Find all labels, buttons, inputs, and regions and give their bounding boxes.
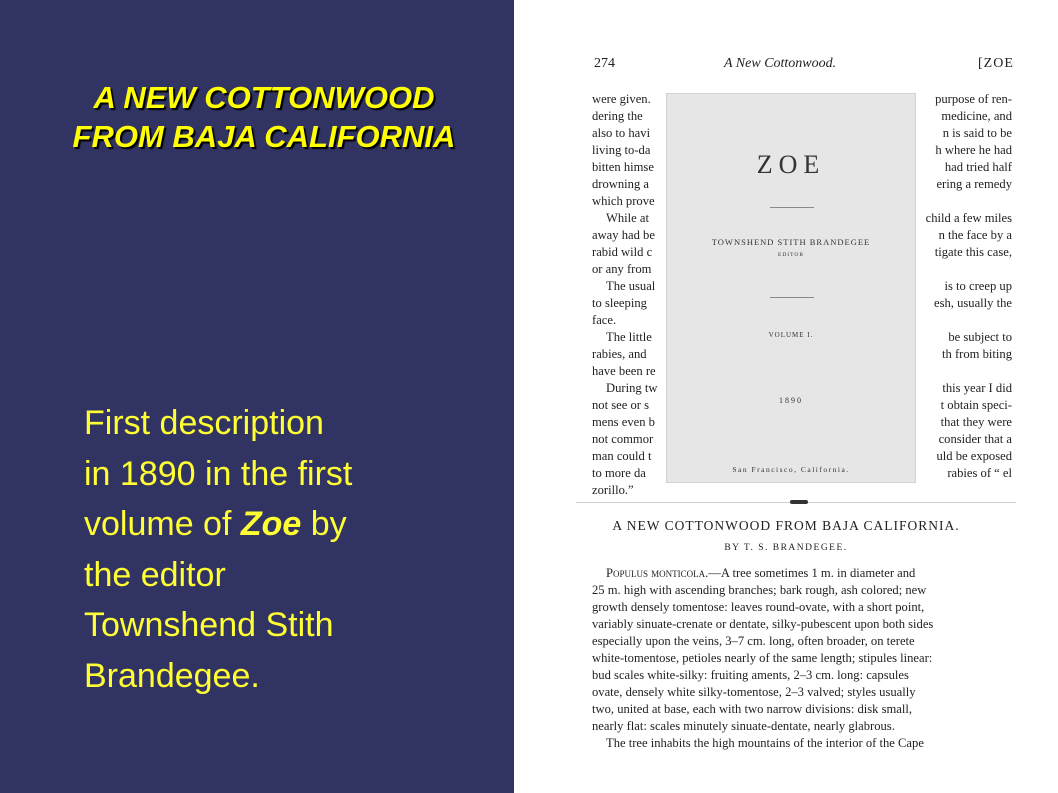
article-line: white-tomentose, petioles nearly of the same length; stipules linear: <box>592 651 933 665</box>
page-number: 274 <box>594 56 615 71</box>
cover-title: ZOE <box>756 150 826 179</box>
slide-panel <box>0 0 514 793</box>
article-line: bud scales white-silky: fruiting aments, 2–3 cm. long: capsules <box>592 668 909 682</box>
text-line-left: which prove <box>592 194 655 208</box>
text-line-left: have been re <box>592 364 656 378</box>
article-line: ovate, densely white silky-tomentose, 2–3 valved; styles usually <box>592 685 916 699</box>
slide-title-line-1: A NEW COTTONWOOD <box>93 80 435 115</box>
text-line <box>592 482 1012 499</box>
species-description: .—A tree sometimes 1 m. in diameter and <box>705 566 916 580</box>
text-line-left: mens even b <box>592 415 655 429</box>
text-line-right: ering a remedy <box>936 177 1012 191</box>
article-line <box>592 565 1012 582</box>
text-line-right: that they were <box>940 415 1012 429</box>
article-line: The tree inhabits the high mountains of the interior of the Cape <box>606 736 924 750</box>
cover-place: San Francisco, California. <box>732 465 850 474</box>
slide-body-line-2: in 1890 in the first <box>84 454 353 493</box>
cover-editor-label: EDITOR <box>777 252 805 258</box>
cover-editor: TOWNSHEND STITH BRANDEGEE <box>711 237 871 247</box>
text-line-left: The usual <box>606 279 656 293</box>
slide-body-line-1: First description <box>84 404 324 442</box>
slide-body-line-3 <box>84 499 504 550</box>
article-body <box>592 565 1012 752</box>
page-header <box>514 56 1058 76</box>
text-line-right: uld be exposed <box>936 449 1012 463</box>
text-line-left: to more da <box>592 466 646 480</box>
article-line: growth densely tomentose: leaves round-ovate, with a short point, <box>592 600 925 614</box>
slide-body-line-6: Brandegee. <box>84 656 260 695</box>
section-mark: [ZOE <box>978 56 1014 71</box>
journal-name-zoe: Zoe <box>240 505 302 543</box>
text-line-left: not see or s <box>592 398 650 412</box>
slide-body-line-4: the editor <box>84 555 226 594</box>
species-name: Populus monticola <box>606 566 706 580</box>
text-line-right: th from biting <box>942 347 1012 361</box>
article-line: two, united at base, each with two narrow divisions: disk small, <box>592 702 913 716</box>
text-line-right: esh, usually the <box>934 296 1012 310</box>
slide-title <box>0 78 528 156</box>
text-line-right: n is said to be <box>942 126 1012 140</box>
cover-rule <box>770 297 814 298</box>
slide-body-line-3-post: by <box>301 505 347 543</box>
text-line-right: be subject to <box>948 330 1012 344</box>
text-line-right: child a few miles <box>925 211 1012 225</box>
cover-volume: VOLUME I. <box>768 331 814 339</box>
text-line-right: tigate this case, <box>934 245 1012 259</box>
text-line-right: n the face by a <box>938 228 1012 242</box>
text-line-right: is to creep up <box>944 279 1012 293</box>
text-line-right: h where he had <box>935 143 1012 157</box>
text-line-right: medicine, and <box>941 109 1012 123</box>
text-line-left: dering the <box>592 109 643 123</box>
text-line-right: had tried half <box>944 160 1012 174</box>
text-line-left: During tw <box>606 381 658 395</box>
text-line-left: man could t <box>592 449 652 463</box>
article-line: 25 m. high with ascending branches; bark rough, ash colored; new <box>592 583 927 597</box>
text-line-left: living to-da <box>592 143 651 157</box>
text-line-right: consider that a <box>938 432 1012 446</box>
text-line-left: to sleeping <box>592 296 647 310</box>
text-line-left: away had be <box>592 228 655 242</box>
ornament-icon <box>782 498 816 506</box>
text-line-left: also to havi <box>592 126 651 140</box>
text-line-right: purpose of ren- <box>935 92 1012 106</box>
page-scan <box>514 0 1058 793</box>
slide-title-line-2: FROM BAJA CALIFORNIA <box>72 119 456 154</box>
article-title: A NEW COTTONWOOD FROM BAJA CALIFORNIA. <box>612 518 960 533</box>
text-line-right: rabies of “ el <box>947 466 1012 480</box>
text-line-left: rabies, and <box>592 347 647 361</box>
running-head: A New Cottonwood. <box>724 56 837 71</box>
text-line-left: While at <box>606 211 650 225</box>
text-line-left: or any from <box>592 262 652 276</box>
text-line-left: drowning a <box>592 177 650 191</box>
text-line-left: face. <box>592 313 617 327</box>
article-line: especially upon the veins, 3–7 cm. long, often broader, on terete <box>592 634 915 648</box>
cover-rule <box>770 207 814 208</box>
article-line: variably sinuate-crenate or dentate, silky-pubescent upon both sides <box>592 617 934 631</box>
cover-year: 1890 <box>779 396 803 405</box>
text-line-left: not commor <box>592 432 654 446</box>
text-line-left: were given. <box>592 92 651 106</box>
slide-body-line-5: Townshend Stith <box>84 606 334 644</box>
zoe-cover-image <box>666 93 916 483</box>
article-line: nearly flat: scales minutely sinuate-dentate, nearly glabrous. <box>592 719 895 733</box>
slide-body-line-3-pre: volume of <box>84 505 241 543</box>
text-line-right: t obtain speci- <box>940 398 1012 412</box>
text-line-left: rabid wild c <box>592 245 653 259</box>
text-line-left: The little <box>606 330 652 344</box>
text-line-right: this year I did <box>942 381 1012 395</box>
slide-body-text <box>84 398 504 701</box>
text-line-left: bitten himse <box>592 160 654 174</box>
text-line-left: zorillo.” <box>592 483 634 497</box>
article-byline: BY T. S. BRANDEGEE. <box>724 543 848 553</box>
